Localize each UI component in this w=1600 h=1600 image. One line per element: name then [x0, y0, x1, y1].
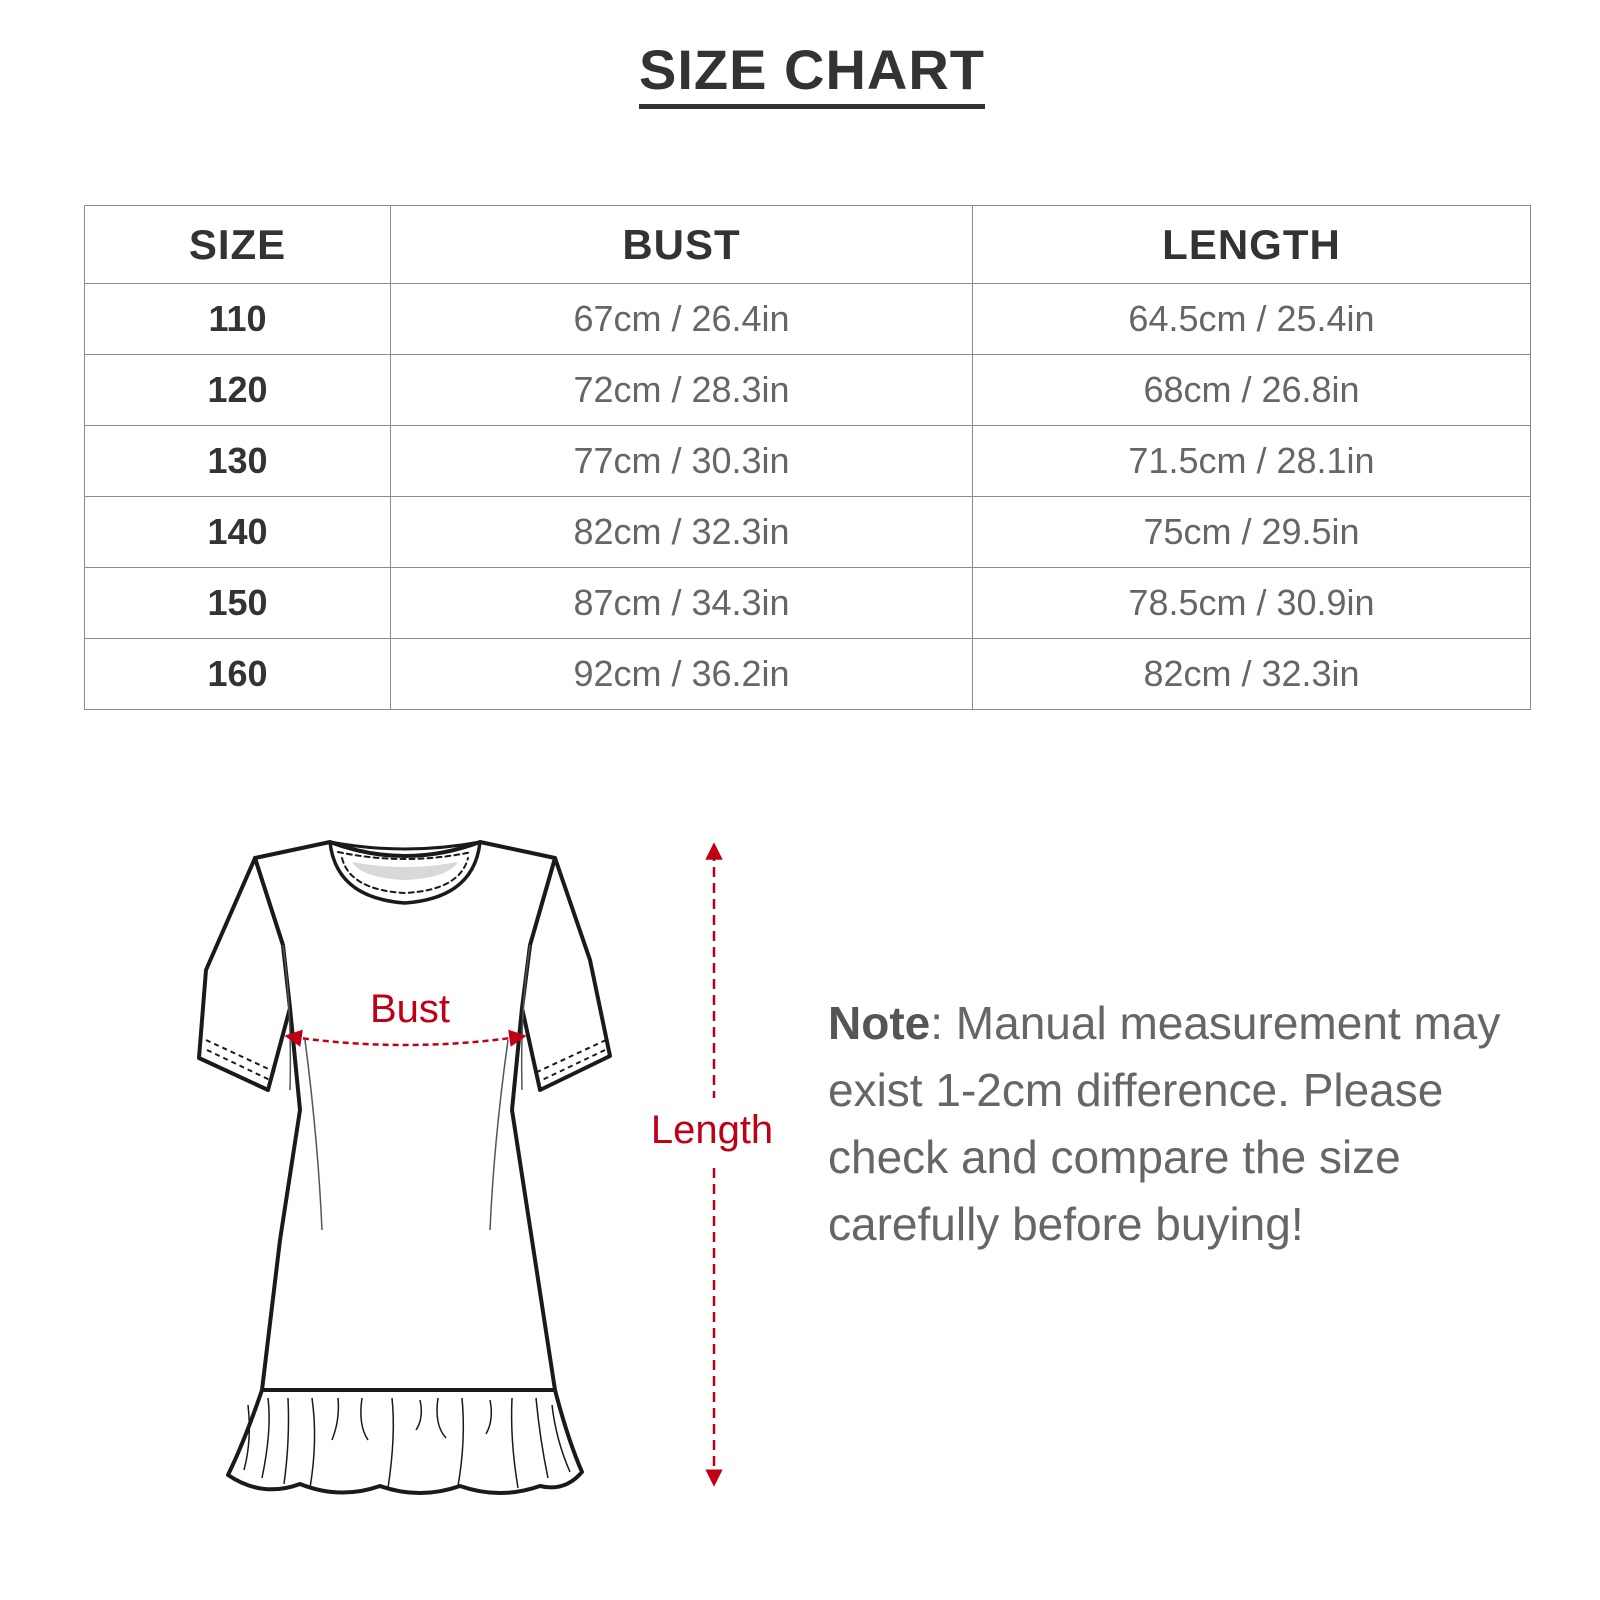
length-cell: 68cm / 26.8in — [973, 355, 1531, 426]
title-text: SIZE CHART — [639, 36, 985, 109]
size-cell: 160 — [85, 639, 391, 710]
bust-cell: 87cm / 34.3in — [391, 568, 973, 639]
size-cell: 110 — [85, 284, 391, 355]
length-label: Length — [650, 1108, 774, 1152]
bust-cell: 67cm / 26.4in — [391, 284, 973, 355]
length-measure — [651, 851, 773, 1478]
header-size: SIZE — [85, 206, 391, 284]
size-cell: 150 — [85, 568, 391, 639]
dress-measurement-diagram — [150, 820, 800, 1520]
table-row — [85, 284, 1531, 355]
size-cell: 140 — [85, 497, 391, 568]
page-title — [0, 36, 1600, 109]
size-cell: 130 — [85, 426, 391, 497]
bust-label: Bust — [369, 987, 451, 1031]
table-row — [85, 568, 1531, 639]
table-row — [85, 639, 1531, 710]
bust-cell: 92cm / 36.2in — [391, 639, 973, 710]
length-cell: 78.5cm / 30.9in — [973, 568, 1531, 639]
length-cell: 82cm / 32.3in — [973, 639, 1531, 710]
table-header-row — [85, 206, 1531, 284]
header-bust: BUST — [391, 206, 973, 284]
size-cell: 120 — [85, 355, 391, 426]
note-label: Note — [828, 997, 931, 1049]
table-row — [85, 497, 1531, 568]
size-table — [84, 205, 1531, 710]
bust-cell: 82cm / 32.3in — [391, 497, 973, 568]
table-row — [85, 355, 1531, 426]
length-cell: 71.5cm / 28.1in — [973, 426, 1531, 497]
dress-outline — [199, 842, 610, 1493]
bust-cell: 72cm / 28.3in — [391, 355, 973, 426]
length-cell: 64.5cm / 25.4in — [973, 284, 1531, 355]
note-text: : Manual measurement may exist 1-2cm difference. Please check and compare the size carefully before buying! — [828, 997, 1501, 1250]
table-row — [85, 426, 1531, 497]
length-cell: 75cm / 29.5in — [973, 497, 1531, 568]
measurement-note — [828, 990, 1548, 1258]
bust-cell: 77cm / 30.3in — [391, 426, 973, 497]
header-length: LENGTH — [973, 206, 1531, 284]
